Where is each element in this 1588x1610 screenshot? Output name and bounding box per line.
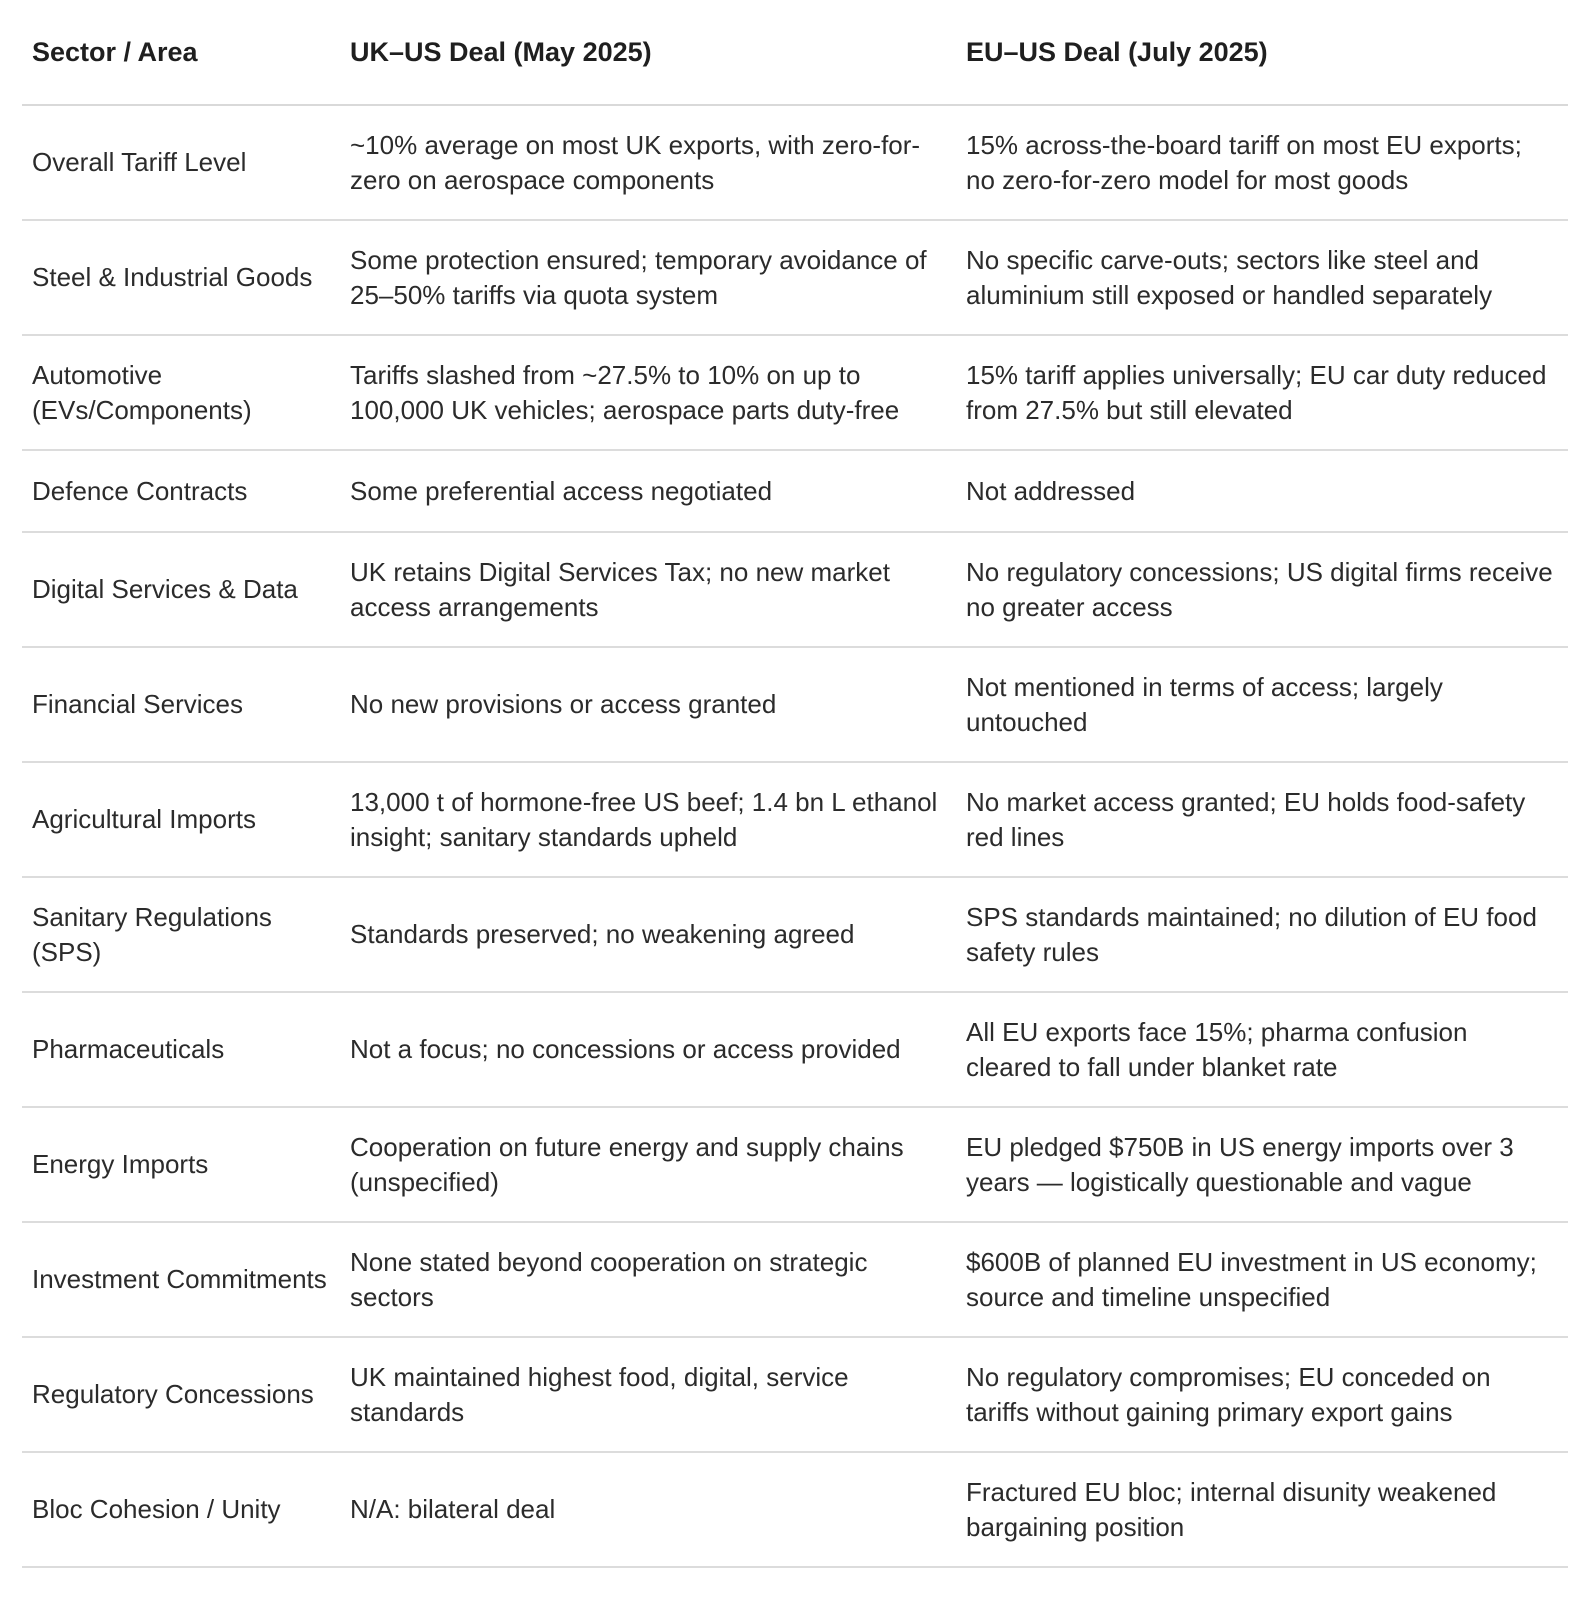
header-eu-us-deal: EU–US Deal (July 2025) — [956, 0, 1568, 105]
table-row — [22, 450, 1568, 532]
uk-us-cell: No new provisions or access granted — [340, 647, 956, 762]
table-row — [22, 1337, 1568, 1452]
eu-us-cell: No market access granted; EU holds food-safety red lines — [956, 762, 1568, 877]
eu-us-cell: 15% across-the-board tariff on most EU exports; no zero-for-zero model for most goods — [956, 105, 1568, 220]
uk-us-cell: UK maintained highest food, digital, service standards — [340, 1337, 956, 1452]
header-uk-us-deal: UK–US Deal (May 2025) — [340, 0, 956, 105]
table-row — [22, 532, 1568, 647]
eu-us-cell: Fractured EU bloc; internal disunity weakened bargaining position — [956, 1452, 1568, 1567]
table-row — [22, 1222, 1568, 1337]
sector-cell: Pharmaceuticals — [22, 992, 340, 1107]
uk-us-cell: Tariffs slashed from ~27.5% to 10% on up to 100,000 UK vehicles; aerospace parts duty-free — [340, 335, 956, 450]
uk-us-cell: Cooperation on future energy and supply chains (unspecified) — [340, 1107, 956, 1222]
sector-cell: Defence Contracts — [22, 450, 340, 532]
deal-comparison-table — [22, 0, 1568, 1568]
eu-us-cell: No specific carve-outs; sectors like steel and aluminium still exposed or handled separately — [956, 220, 1568, 335]
table-row — [22, 762, 1568, 877]
uk-us-cell: Some protection ensured; temporary avoidance of 25–50% tariffs via quota system — [340, 220, 956, 335]
eu-us-cell: EU pledged $750B in US energy imports over 3 years — logistically questionable and vague — [956, 1107, 1568, 1222]
comparison-table-container — [22, 0, 1568, 1568]
uk-us-cell: None stated beyond cooperation on strategic sectors — [340, 1222, 956, 1337]
eu-us-cell: No regulatory compromises; EU conceded on tariffs without gaining primary export gains — [956, 1337, 1568, 1452]
table-row — [22, 1452, 1568, 1567]
sector-cell: Automotive (EVs/Components) — [22, 335, 340, 450]
sector-cell: Steel & Industrial Goods — [22, 220, 340, 335]
table-row — [22, 992, 1568, 1107]
sector-cell: Digital Services & Data — [22, 532, 340, 647]
eu-us-cell: No regulatory concessions; US digital firms receive no greater access — [956, 532, 1568, 647]
eu-us-cell: All EU exports face 15%; pharma confusion cleared to fall under blanket rate — [956, 992, 1568, 1107]
uk-us-cell: ~10% average on most UK exports, with zero-for-zero on aerospace components — [340, 105, 956, 220]
uk-us-cell: UK retains Digital Services Tax; no new market access arrangements — [340, 532, 956, 647]
sector-cell: Regulatory Concessions — [22, 1337, 340, 1452]
uk-us-cell: N/A: bilateral deal — [340, 1452, 956, 1567]
sector-cell: Bloc Cohesion / Unity — [22, 1452, 340, 1567]
uk-us-cell: Not a focus; no concessions or access provided — [340, 992, 956, 1107]
table-row — [22, 877, 1568, 992]
table-header-row — [22, 0, 1568, 105]
eu-us-cell: Not mentioned in terms of access; largely untouched — [956, 647, 1568, 762]
eu-us-cell: $600B of planned EU investment in US economy; source and timeline unspecified — [956, 1222, 1568, 1337]
uk-us-cell: Some preferential access negotiated — [340, 450, 956, 532]
table-row — [22, 105, 1568, 220]
header-sector: Sector / Area — [22, 0, 340, 105]
table-row — [22, 1107, 1568, 1222]
sector-cell: Sanitary Regulations (SPS) — [22, 877, 340, 992]
sector-cell: Agricultural Imports — [22, 762, 340, 877]
eu-us-cell: SPS standards maintained; no dilution of EU food safety rules — [956, 877, 1568, 992]
eu-us-cell: Not addressed — [956, 450, 1568, 532]
table-row — [22, 220, 1568, 335]
table-row — [22, 647, 1568, 762]
sector-cell: Overall Tariff Level — [22, 105, 340, 220]
uk-us-cell: Standards preserved; no weakening agreed — [340, 877, 956, 992]
sector-cell: Financial Services — [22, 647, 340, 762]
sector-cell: Energy Imports — [22, 1107, 340, 1222]
uk-us-cell: 13,000 t of hormone-free US beef; 1.4 bn L ethanol insight; sanitary standards upheld — [340, 762, 956, 877]
table-row — [22, 335, 1568, 450]
sector-cell: Investment Commitments — [22, 1222, 340, 1337]
eu-us-cell: 15% tariff applies universally; EU car duty reduced from 27.5% but still elevated — [956, 335, 1568, 450]
